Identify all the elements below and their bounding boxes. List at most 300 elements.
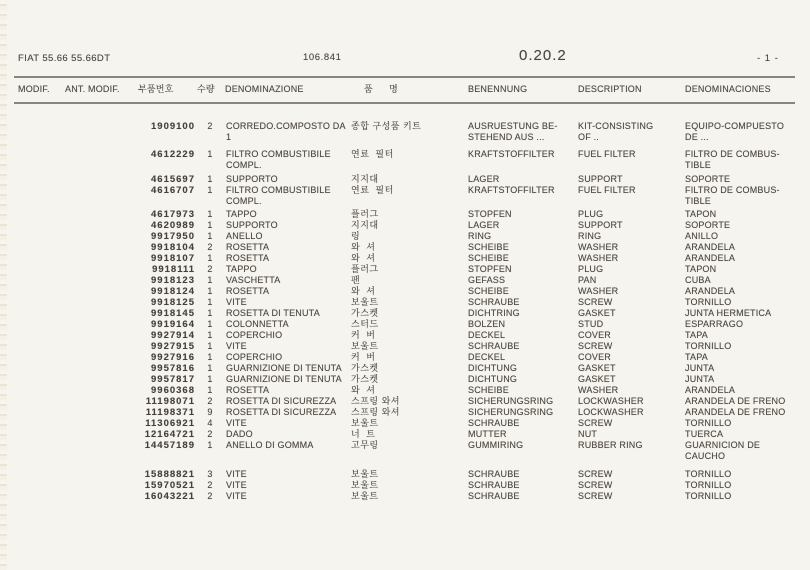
cell-ant-modif [65,407,137,418]
cell-part-number: 9960368 [151,385,195,396]
catalog-code: 106.841 [303,52,342,63]
cell-ant-modif [65,220,137,231]
cell-denominazione: COPERCHIO [226,352,283,362]
cell-denominaciones: TORNILLO [685,469,732,479]
table-row [18,209,810,220]
cell-quantity: 1 [207,286,213,296]
cell-part-number: 4615697 [151,174,195,185]
cell-benennung: SCHEIBE [468,242,509,252]
cell-description: COVER [578,330,612,340]
table-row [18,440,810,462]
cell-korean-name: 가스켓 [351,374,379,384]
cell-denominaciones: ARANDELA [685,253,736,263]
header-rule-bottom [14,102,795,104]
cell-modif [18,418,65,429]
cell-denominaciones: SOPORTE [685,174,731,184]
table-row [18,330,810,341]
cell-part-number: 9918125 [151,297,195,308]
cell-korean-name: 보울트 [351,469,379,479]
cell-denominazione: COPERCHIO [226,330,283,340]
table-row [18,121,810,143]
cell-description: SCREW [578,418,613,428]
cell-denominaciones: TORNILLO [685,491,732,501]
cell-part-number: 15970521 [144,480,195,491]
cell-description: NUT [578,429,598,439]
cell-ant-modif [65,185,137,207]
cell-modif [18,149,65,171]
table-row [18,480,810,491]
cell-description: GASKET [578,374,616,384]
cell-description: WASHER [578,242,619,252]
cell-benennung: GUMMIRING [468,440,524,450]
cell-benennung: RING [468,231,492,241]
cell-part-number: 11306921 [145,418,195,429]
table-row [18,385,810,396]
cell-denominazione: SUPPORTO [226,220,278,230]
cell-modif [18,352,65,363]
cell-denominazione: SUPPORTO [226,174,278,184]
cell-ant-modif [65,209,137,220]
cell-denominaciones: TAPA [685,352,708,362]
cell-ant-modif [65,429,137,440]
cell-quantity: 1 [207,374,213,384]
cell-ant-modif [65,491,137,502]
cell-part-number: 9918111 [152,264,195,275]
cell-benennung: SCHRAUBE [468,341,520,351]
cell-ant-modif [65,286,137,297]
cell-ant-modif [65,480,137,491]
cell-quantity: 1 [207,341,213,351]
cell-benennung: LAGER [468,174,500,184]
cell-benennung: DECKEL [468,352,506,362]
cell-quantity: 1 [207,185,213,195]
cell-denominazione: ROSETTA DI TENUTA [226,308,320,318]
cell-ant-modif [65,352,137,363]
cell-modif [18,385,65,396]
cell-description: SCREW [578,469,613,479]
cell-ant-modif [65,319,137,330]
cell-benennung: SCHRAUBE [468,491,520,501]
cell-description: SUPPORT [578,220,623,230]
cell-denominazione: TAPPO [226,264,257,274]
cell-benennung: SCHEIBE [468,253,509,263]
cell-part-number: 9957817 [151,374,195,385]
cell-description: KIT-CONSISTING OF .. [578,121,654,142]
cell-denominazione: ANELLO DI GOMMA [226,440,314,450]
cell-denominaciones: EQUIPO-COMPUESTO DE ... [685,121,785,142]
cell-description: SCREW [578,297,613,307]
cell-korean-name: 연료 필터 [351,149,394,159]
table-row [18,469,810,480]
cell-korean-name: 스터드 [351,319,379,329]
cell-ant-modif [65,275,137,286]
cell-denominazione: VITE [226,341,247,351]
cell-denominazione: DADO [226,429,253,439]
cell-description: FUEL FILTER [578,185,636,195]
cell-quantity: 1 [207,231,213,241]
column-header-part-number: 부품번호 [138,84,174,94]
cell-denominaciones: ARANDELA DE FRENO [685,396,786,406]
cell-part-number: 9918123 [151,275,195,286]
cell-korean-name: 와 셔 [351,253,376,263]
cell-benennung: DICHTUNG [468,374,518,384]
column-header-row [18,84,810,95]
cell-description: PLUG [578,264,604,274]
cell-quantity: 1 [207,363,213,373]
cell-benennung: DICHTRING [468,308,520,318]
cell-korean-name: 고무링 [351,440,379,450]
cell-korean-name: 지지대 [351,174,379,184]
cell-denominaciones: TORNILLO [685,297,732,307]
cell-korean-name: 보울트 [351,418,379,428]
cell-quantity: 2 [207,480,213,490]
cell-ant-modif [65,374,137,385]
cell-modif [18,396,65,407]
cell-description: WASHER [578,286,619,296]
cell-quantity: 1 [207,440,213,450]
cell-denominazione: GUARNIZIONE DI TENUTA [226,374,342,384]
cell-korean-name: 보울트 [351,297,379,307]
cell-korean-name: 보울트 [351,341,379,351]
cell-description: RUBBER RING [578,440,643,450]
cell-denominazione: FILTRO COMBUSTIBILE COMPL. [226,149,331,170]
column-header-denominaciones: DENOMINACIONES [685,84,771,94]
cell-benennung: LAGER [468,220,500,230]
cell-denominaciones: TORNILLO [685,341,732,351]
cell-denominazione: FILTRO COMBUSTIBILE COMPL. [226,185,331,206]
cell-korean-name: 종합 구성품 키트 [351,121,422,131]
table-row [18,297,810,308]
section-code: 0.20.2 [519,47,567,64]
cell-benennung: SCHEIBE [468,286,509,296]
cell-quantity: 2 [207,121,213,131]
table-row [18,363,810,374]
cell-denominaciones: JUNTA [685,374,715,384]
cell-part-number: 4620989 [151,220,195,231]
cell-ant-modif [65,242,137,253]
cell-modif [18,341,65,352]
table-row [18,429,810,440]
cell-benennung: MUTTER [468,429,507,439]
cell-description: SCREW [578,341,613,351]
cell-quantity: 1 [207,297,213,307]
table-row [18,418,810,429]
cell-ant-modif [65,363,137,374]
cell-modif [18,407,65,418]
cell-part-number: 9917950 [151,231,195,242]
cell-modif [18,440,65,462]
cell-denominaciones: ARANDELA [685,286,736,296]
cell-quantity: 1 [207,220,213,230]
table-row [18,275,810,286]
cell-part-number: 14457189 [144,440,195,451]
cell-modif [18,209,65,220]
cell-part-number: 4617973 [151,209,195,220]
cell-denominazione: VASCHETTA [226,275,281,285]
cell-korean-name: 보울트 [351,491,379,501]
cell-description: SCREW [578,480,613,490]
cell-denominazione: GUARNIZIONE DI TENUTA [226,363,342,373]
cell-benennung: AUSRUESTUNG BE- STEHEND AUS ... [468,121,558,142]
table-row [18,286,810,297]
cell-denominazione: ROSETTA [226,385,270,395]
cell-benennung: KRAFTSTOFFILTER [468,185,555,195]
cell-description: COVER [578,352,612,362]
cell-part-number: 9927915 [151,341,195,352]
cell-denominazione: ROSETTA [226,242,270,252]
cell-denominazione: ANELLO [226,231,263,241]
cell-quantity: 1 [207,209,213,219]
cell-denominazione: VITE [226,491,247,501]
table-row [18,185,810,207]
cell-ant-modif [65,418,137,429]
cell-denominaciones: GUARNICION DE CAUCHO [685,440,761,461]
cell-denominazione: VITE [226,297,247,307]
table-row [18,319,810,330]
cell-denominazione: CORREDO.COMPOSTO DA 1 [226,121,346,142]
cell-benennung: SCHRAUBE [468,297,520,307]
cell-ant-modif [65,253,137,264]
cell-denominaciones: CUBA [685,275,711,285]
cell-modif [18,491,65,502]
cell-ant-modif [65,396,137,407]
cell-part-number: 9927914 [151,330,195,341]
cell-modif [18,469,65,480]
table-row [18,407,810,418]
cell-korean-name: 커 버 [351,330,376,340]
cell-part-number: 4616707 [151,185,195,196]
cell-ant-modif [65,469,137,480]
cell-modif [18,286,65,297]
cell-description: FUEL FILTER [578,149,636,159]
cell-denominaciones: SOPORTE [685,220,731,230]
cell-denominaciones: ARANDELA DE FRENO [685,407,786,417]
cell-korean-name: 링 [351,231,361,241]
table-row [18,220,810,231]
cell-benennung: SICHERUNGSRING [468,407,554,417]
cell-part-number: 11198071 [145,396,195,407]
cell-quantity: 2 [207,264,213,274]
cell-benennung: KRAFTSTOFFILTER [468,149,555,159]
column-header-denominazione: DENOMINAZIONE [225,84,304,94]
model-code: FIAT 55.66 55.66DT [18,53,111,64]
table-row [18,242,810,253]
table-row [18,308,810,319]
cell-quantity: 9 [207,407,213,417]
column-header-description: DESCRIPTION [578,84,642,94]
cell-ant-modif [65,149,137,171]
table-row [18,374,810,385]
cell-quantity: 2 [207,429,213,439]
cell-denominazione: VITE [226,480,247,490]
cell-benennung: GEFASS [468,275,506,285]
cell-benennung: STOPFEN [468,264,512,274]
cell-modif [18,297,65,308]
cell-ant-modif [65,297,137,308]
cell-part-number: 9918104 [151,242,195,253]
cell-quantity: 1 [207,308,213,318]
cell-korean-name: 스프링 와셔 [351,407,400,417]
cell-part-number: 11198371 [145,407,195,418]
cell-modif [18,253,65,264]
parts-table-body [18,121,810,502]
cell-denominaciones: ARANDELA [685,242,736,252]
column-header-modif: MODIF. [18,84,50,94]
cell-part-number: 15888821 [144,469,195,480]
cell-korean-name: 팬 [351,275,361,285]
cell-modif [18,319,65,330]
cell-korean-name: 와 셔 [351,242,376,252]
cell-benennung: STOPFEN [468,209,512,219]
header-rule-top [14,76,795,78]
cell-korean-name: 플러그 [351,209,379,219]
column-header-benennung: BENENNUNG [468,84,528,94]
cell-benennung: SCHRAUBE [468,469,520,479]
cell-benennung: SCHRAUBE [468,480,520,490]
cell-denominazione: ROSETTA [226,253,270,263]
cell-modif [18,121,65,143]
table-row [18,231,810,242]
cell-modif [18,231,65,242]
cell-denominazione: ROSETTA DI SICUREZZA [226,407,337,417]
column-header-quantity: 수량 [197,84,215,94]
cell-quantity: 2 [207,491,213,501]
cell-description: LOCKWASHER [578,407,644,417]
cell-denominazione: ROSETTA DI SICUREZZA [226,396,337,406]
cell-part-number: 4612229 [151,149,195,160]
cell-ant-modif [65,341,137,352]
cell-quantity: 1 [207,174,213,184]
cell-part-number: 9957816 [151,363,195,374]
cell-benennung: SCHRAUBE [468,418,520,428]
cell-denominaciones: ARANDELA [685,385,736,395]
cell-korean-name: 커 버 [351,352,376,362]
cell-korean-name: 보울트 [351,480,379,490]
cell-description: GASKET [578,308,616,318]
cell-part-number: 9918124 [151,286,195,297]
cell-description: RING [578,231,602,241]
cell-part-number: 9918107 [151,253,195,264]
cell-korean-name: 연료 필터 [351,185,394,195]
cell-benennung: SICHERUNGSRING [468,396,554,406]
cell-denominaciones: TORNILLO [685,480,732,490]
cell-quantity: 1 [207,149,213,159]
cell-ant-modif [65,174,137,185]
cell-ant-modif [65,330,137,341]
table-row [18,396,810,407]
cell-part-number: 16043221 [144,491,195,502]
column-header-ant-modif: ANT. MODIF. [65,84,120,94]
cell-modif [18,220,65,231]
cell-denominaciones: ESPARRAGO [685,319,744,329]
cell-description: WASHER [578,385,619,395]
table-row [18,491,810,502]
table-row [18,264,810,275]
table-row [18,352,810,363]
cell-korean-name: 가스켓 [351,308,379,318]
cell-part-number: 9919164 [151,319,195,330]
cell-modif [18,374,65,385]
cell-denominazione: TAPPO [226,209,257,219]
cell-denominaciones: TORNILLO [685,418,732,428]
cell-quantity: 2 [207,396,213,406]
cell-korean-name: 가스켓 [351,363,379,373]
cell-quantity: 1 [207,330,213,340]
cell-description: GASKET [578,363,616,373]
scan-edge-artifact [0,0,7,570]
cell-denominazione: ROSETTA [226,286,270,296]
cell-description: SUPPORT [578,174,623,184]
cell-part-number: 9918145 [151,308,195,319]
cell-denominaciones: TUERCA [685,429,724,439]
table-row [18,174,810,185]
cell-quantity: 2 [207,242,213,252]
cell-ant-modif [65,385,137,396]
cell-modif [18,275,65,286]
cell-quantity: 1 [207,253,213,263]
table-row [18,149,810,171]
cell-modif [18,429,65,440]
cell-benennung: DECKEL [468,330,506,340]
cell-description: PLUG [578,209,604,219]
cell-ant-modif [65,440,137,462]
cell-denominaciones: TAPON [685,264,717,274]
cell-quantity: 4 [207,418,213,428]
cell-korean-name: 스프링 와셔 [351,396,400,406]
cell-part-number: 12164721 [144,429,195,440]
cell-description: PAN [578,275,597,285]
cell-description: STUD [578,319,604,329]
cell-denominaciones: FILTRO DE COMBUS- TIBLE [685,185,780,206]
cell-denominaciones: FILTRO DE COMBUS- TIBLE [685,149,780,170]
cell-korean-name: 와 셔 [351,385,376,395]
cell-part-number: 1909100 [151,121,195,132]
cell-quantity: 1 [207,385,213,395]
cell-description: WASHER [578,253,619,263]
cell-description: SCREW [578,491,613,501]
cell-benennung: BOLZEN [468,319,506,329]
cell-benennung: SCHEIBE [468,385,509,395]
cell-denominazione: COLONNETTA [226,319,289,329]
cell-denominazione: VITE [226,469,247,479]
cell-modif [18,308,65,319]
cell-korean-name: 플러그 [351,264,379,274]
cell-modif [18,185,65,207]
page-number: - 1 - [757,53,779,64]
cell-modif [18,330,65,341]
table-row [18,253,810,264]
cell-denominaciones: ANILLO [685,231,719,241]
cell-modif [18,363,65,374]
cell-korean-name: 너 트 [351,429,376,439]
cell-description: LOCKWASHER [578,396,644,406]
table-row [18,341,810,352]
cell-denominaciones: TAPA [685,330,708,340]
cell-quantity: 1 [207,352,213,362]
cell-modif [18,242,65,253]
cell-korean-name: 와 셔 [351,286,376,296]
cell-ant-modif [65,264,137,275]
cell-korean-name: 지지대 [351,220,379,230]
cell-ant-modif [65,121,137,143]
cell-denominaciones: TAPON [685,209,717,219]
cell-ant-modif [65,308,137,319]
cell-modif [18,174,65,185]
cell-quantity: 3 [207,469,213,479]
cell-modif [18,480,65,491]
cell-benennung: DICHTUNG [468,363,518,373]
cell-denominaciones: JUNTA HERMETICA [685,308,772,318]
